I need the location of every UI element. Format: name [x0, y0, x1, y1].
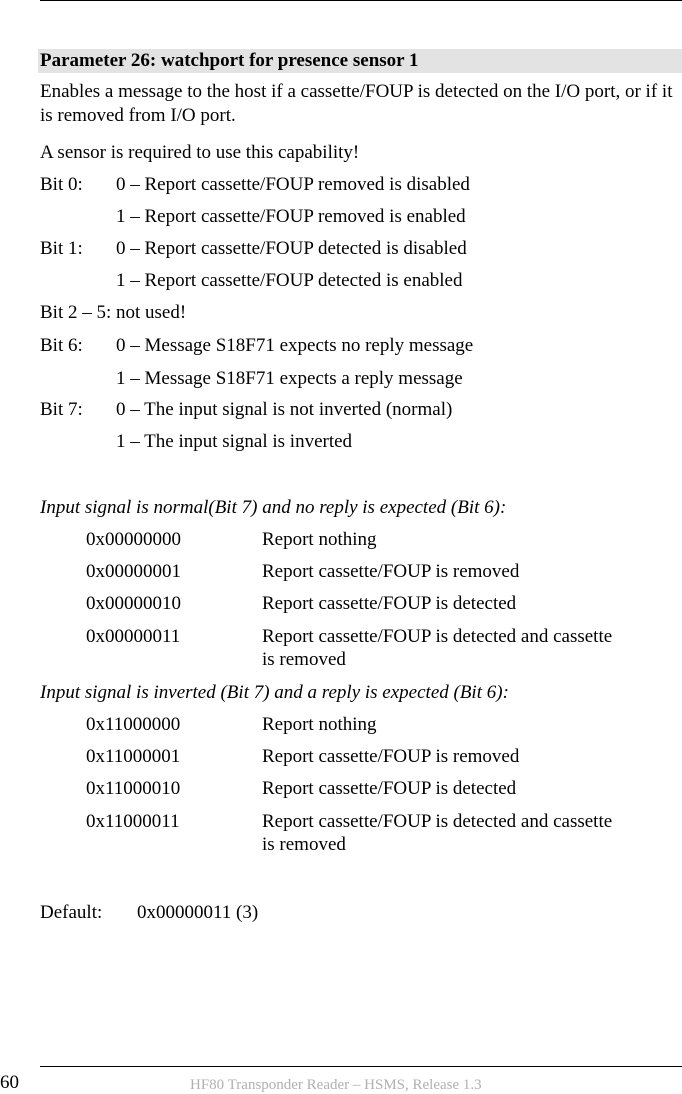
code-description: Report nothing — [262, 714, 377, 735]
code-value: 0x00000010 — [86, 593, 181, 614]
bit-text: 0 – Report cassette/FOUP detected is disabled — [116, 238, 467, 259]
code-description: Report cassette/FOUP is detected and cassette — [262, 811, 613, 832]
bit-text: 1 – Message S18F71 expects a reply message — [116, 368, 463, 389]
normal-signal-heading: Input signal is normal(Bit 7) and no reply is expected (Bit 6): — [40, 497, 507, 518]
bit-text: 0 – Report cassette/FOUP removed is disabled — [116, 174, 470, 195]
code-value: 0x11000000 — [86, 714, 181, 735]
bit-text: 0 – Message S18F71 expects no reply message — [116, 335, 474, 356]
code-description: Report cassette/FOUP is detected — [262, 778, 517, 799]
code-description-continued: is removed — [262, 834, 346, 855]
code-description: Report nothing — [262, 529, 377, 550]
code-value: 0x11000010 — [86, 778, 181, 799]
default-value: 0x00000011 (3) — [137, 902, 259, 923]
inverted-signal-heading: Input signal is inverted (Bit 7) and a reply is expected (Bit 6): — [40, 682, 509, 703]
parameter-heading: Parameter 26: watchport for presence sensor 1 — [38, 49, 682, 73]
bit-text: 1 – Report cassette/FOUP detected is enabled — [116, 270, 463, 291]
bit-text: 1 – The input signal is inverted — [116, 431, 353, 452]
code-description-continued: is removed — [262, 649, 346, 670]
bit-text: 1 – Report cassette/FOUP removed is enabled — [116, 206, 466, 227]
code-value: 0x11000001 — [86, 746, 181, 767]
bit-text: 0 – The input signal is not inverted (normal) — [116, 399, 453, 420]
footer-text: HF80 Transponder Reader – HSMS, Release 1.3 — [190, 1077, 482, 1093]
page-number: 60 — [0, 1072, 19, 1093]
bit-label: Bit 7: — [40, 399, 83, 420]
bit-label: Bit 6: — [40, 335, 83, 356]
bit-label: Bit 2 – 5: not used! — [40, 302, 187, 323]
bit-label: Bit 1: — [40, 238, 83, 259]
intro-paragraph: Enables a message to the host if a cassette/FOUP is detected on the I/O port, or if it is removed from I/O port. — [40, 81, 673, 126]
code-value: 0x00000011 — [86, 626, 181, 647]
bit-label: Bit 0: — [40, 174, 83, 195]
default-label: Default: — [40, 902, 103, 923]
code-value: 0x00000000 — [86, 529, 181, 550]
code-description: Report cassette/FOUP is removed — [262, 746, 520, 767]
code-description: Report cassette/FOUP is removed — [262, 561, 520, 582]
code-value: 0x11000011 — [86, 811, 180, 832]
sensor-note: A sensor is required to use this capability! — [40, 142, 360, 163]
code-description: Report cassette/FOUP is detected and cassette — [262, 626, 613, 647]
code-description: Report cassette/FOUP is detected — [262, 593, 517, 614]
code-value: 0x00000001 — [86, 561, 181, 582]
top-rule — [40, 0, 682, 1]
bottom-rule — [40, 1066, 682, 1067]
